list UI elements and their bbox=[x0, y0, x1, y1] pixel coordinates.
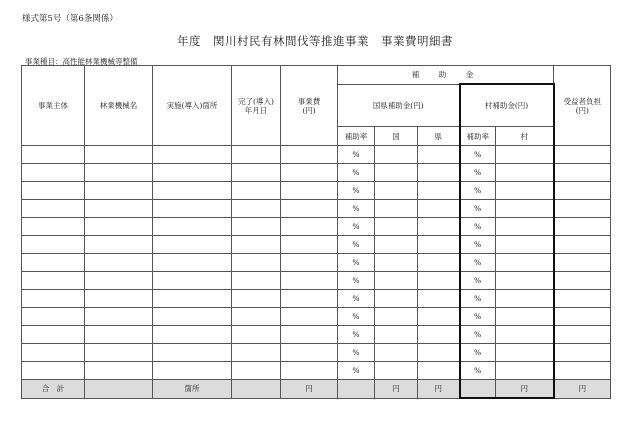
table-row bbox=[22, 254, 611, 272]
cell-prefecture[interactable] bbox=[418, 308, 460, 326]
cell-cost[interactable] bbox=[281, 182, 338, 200]
cell-date[interactable] bbox=[232, 344, 281, 362]
cell-village-rate: % bbox=[460, 254, 496, 272]
cell-national[interactable] bbox=[375, 362, 418, 380]
table-row bbox=[22, 236, 611, 254]
header-location: 実施(導入)箇所 bbox=[153, 66, 232, 146]
cell-national[interactable] bbox=[375, 308, 418, 326]
total-cost-unit: 円 bbox=[281, 380, 338, 399]
cell-prefecture[interactable] bbox=[418, 290, 460, 308]
cell-location[interactable] bbox=[153, 218, 232, 236]
cell-machine[interactable] bbox=[85, 164, 153, 182]
table-row bbox=[22, 326, 611, 344]
cell-location[interactable] bbox=[153, 344, 232, 362]
cell-cost[interactable] bbox=[281, 326, 338, 344]
cell-date[interactable] bbox=[232, 254, 281, 272]
cell-cost[interactable] bbox=[281, 236, 338, 254]
header-completion-date: 完了(導入) 年月日 bbox=[232, 66, 281, 146]
header-project-cost: 事業費 (円) bbox=[281, 66, 338, 146]
header-rate: 補助率 bbox=[338, 127, 375, 146]
cell-machine[interactable] bbox=[85, 200, 153, 218]
cell-village-rate: % bbox=[460, 272, 496, 290]
cell-location[interactable] bbox=[153, 308, 232, 326]
total-machine bbox=[85, 380, 153, 399]
cell-prefecture[interactable] bbox=[418, 200, 460, 218]
cell-date[interactable] bbox=[232, 200, 281, 218]
cell-machine[interactable] bbox=[85, 254, 153, 272]
cell-village[interactable] bbox=[496, 362, 554, 380]
project-category: 事業種目：高性能林業機械等整備 bbox=[25, 57, 138, 66]
cell-date[interactable] bbox=[232, 146, 281, 164]
cell-prefecture[interactable] bbox=[418, 272, 460, 290]
header-subsidy: 補 助 金 bbox=[338, 66, 554, 85]
cell-machine[interactable] bbox=[85, 236, 153, 254]
total-row bbox=[22, 380, 611, 399]
total-village-unit: 円 bbox=[496, 380, 554, 399]
cell-beneficiary[interactable] bbox=[554, 236, 611, 254]
cell-date[interactable] bbox=[232, 290, 281, 308]
cell-village-rate: % bbox=[460, 344, 496, 362]
cell-national[interactable] bbox=[375, 290, 418, 308]
total-rate bbox=[338, 380, 375, 399]
cell-prefecture[interactable] bbox=[418, 218, 460, 236]
header-village: 村 bbox=[496, 127, 554, 146]
cell-national[interactable] bbox=[375, 236, 418, 254]
cell-village-rate: % bbox=[460, 362, 496, 380]
cell-location[interactable] bbox=[153, 272, 232, 290]
table-row bbox=[22, 308, 611, 326]
cell-date[interactable] bbox=[232, 272, 281, 290]
cell-village[interactable] bbox=[496, 254, 554, 272]
table-row bbox=[22, 146, 611, 164]
document-title: 年度 関川村民有林間伐等推進事業 事業費明細書 bbox=[177, 34, 453, 48]
cell-village-rate: % bbox=[460, 146, 496, 164]
cell-village-rate: % bbox=[460, 236, 496, 254]
cell-national-rate: % bbox=[338, 308, 375, 326]
cell-national-rate: % bbox=[338, 182, 375, 200]
cell-date[interactable] bbox=[232, 308, 281, 326]
cell-entity[interactable] bbox=[22, 236, 85, 254]
cell-beneficiary[interactable] bbox=[554, 308, 611, 326]
cell-village-rate: % bbox=[460, 200, 496, 218]
total-prefecture-unit: 円 bbox=[418, 380, 460, 399]
cell-village-rate: % bbox=[460, 290, 496, 308]
cell-village[interactable] bbox=[496, 164, 554, 182]
cell-entity[interactable] bbox=[22, 146, 85, 164]
cell-cost[interactable] bbox=[281, 200, 338, 218]
cell-machine[interactable] bbox=[85, 362, 153, 380]
header-national-pref-subsidy: 国県補助金(円) bbox=[338, 84, 460, 127]
cell-prefecture[interactable] bbox=[418, 236, 460, 254]
cell-village[interactable] bbox=[496, 272, 554, 290]
cell-location[interactable] bbox=[153, 362, 232, 380]
cell-national[interactable] bbox=[375, 326, 418, 344]
cell-national[interactable] bbox=[375, 218, 418, 236]
cell-machine[interactable] bbox=[85, 182, 153, 200]
expense-detail-table bbox=[21, 65, 611, 399]
cell-location[interactable] bbox=[153, 146, 232, 164]
cell-cost[interactable] bbox=[281, 308, 338, 326]
cell-date[interactable] bbox=[232, 182, 281, 200]
cell-national-rate: % bbox=[338, 344, 375, 362]
cell-entity[interactable] bbox=[22, 344, 85, 362]
header-prefecture: 県 bbox=[418, 127, 460, 146]
header-entity: 事業主体 bbox=[22, 66, 85, 146]
cell-machine[interactable] bbox=[85, 344, 153, 362]
table-row bbox=[22, 182, 611, 200]
cell-beneficiary[interactable] bbox=[554, 344, 611, 362]
cell-entity[interactable] bbox=[22, 272, 85, 290]
cell-location[interactable] bbox=[153, 254, 232, 272]
cell-village[interactable] bbox=[496, 146, 554, 164]
cell-location[interactable] bbox=[153, 326, 232, 344]
cell-village[interactable] bbox=[496, 218, 554, 236]
table-row bbox=[22, 200, 611, 218]
cell-national[interactable] bbox=[375, 200, 418, 218]
cell-machine[interactable] bbox=[85, 308, 153, 326]
cell-location[interactable] bbox=[153, 236, 232, 254]
cell-beneficiary[interactable] bbox=[554, 290, 611, 308]
cell-date[interactable] bbox=[232, 236, 281, 254]
table-row bbox=[22, 290, 611, 308]
cell-cost[interactable] bbox=[281, 344, 338, 362]
cell-machine[interactable] bbox=[85, 218, 153, 236]
cell-village[interactable] bbox=[496, 182, 554, 200]
table-row bbox=[22, 218, 611, 236]
total-national-unit: 円 bbox=[375, 380, 418, 399]
cell-location[interactable] bbox=[153, 182, 232, 200]
cell-national-rate: % bbox=[338, 164, 375, 182]
cell-village[interactable] bbox=[496, 344, 554, 362]
cell-prefecture[interactable] bbox=[418, 254, 460, 272]
header-national: 国 bbox=[375, 127, 418, 146]
cell-village-rate: % bbox=[460, 182, 496, 200]
cell-date[interactable] bbox=[232, 326, 281, 344]
cell-national[interactable] bbox=[375, 146, 418, 164]
total-date bbox=[232, 380, 281, 399]
cell-machine[interactable] bbox=[85, 290, 153, 308]
cell-machine[interactable] bbox=[85, 326, 153, 344]
cell-beneficiary[interactable] bbox=[554, 362, 611, 380]
cell-beneficiary[interactable] bbox=[554, 146, 611, 164]
cell-village-rate: % bbox=[460, 326, 496, 344]
cell-village[interactable] bbox=[496, 290, 554, 308]
cell-entity[interactable] bbox=[22, 290, 85, 308]
cell-prefecture[interactable] bbox=[418, 326, 460, 344]
total-village-rate bbox=[460, 380, 496, 399]
cell-date[interactable] bbox=[232, 164, 281, 182]
cell-cost[interactable] bbox=[281, 218, 338, 236]
header-beneficiary-burden: 受益者負担 (円) bbox=[554, 66, 611, 146]
header-village-subsidy: 村補助金(円) bbox=[460, 84, 554, 127]
cell-national-rate: % bbox=[338, 200, 375, 218]
cell-cost[interactable] bbox=[281, 290, 338, 308]
cell-national-rate: % bbox=[338, 326, 375, 344]
cell-national[interactable] bbox=[375, 272, 418, 290]
cell-village[interactable] bbox=[496, 236, 554, 254]
cell-national-rate: % bbox=[338, 272, 375, 290]
cell-date[interactable] bbox=[232, 218, 281, 236]
cell-cost[interactable] bbox=[281, 362, 338, 380]
cell-national[interactable] bbox=[375, 164, 418, 182]
cell-beneficiary[interactable] bbox=[554, 254, 611, 272]
table-row bbox=[22, 272, 611, 290]
cell-village[interactable] bbox=[496, 308, 554, 326]
cell-national[interactable] bbox=[375, 344, 418, 362]
cell-village-rate: % bbox=[460, 308, 496, 326]
cell-prefecture[interactable] bbox=[418, 146, 460, 164]
cell-entity[interactable] bbox=[22, 182, 85, 200]
table-row bbox=[22, 344, 611, 362]
header-village-rate: 補助率 bbox=[460, 127, 496, 146]
cell-prefecture[interactable] bbox=[418, 164, 460, 182]
cell-beneficiary[interactable] bbox=[554, 164, 611, 182]
table-row bbox=[22, 362, 611, 380]
cell-entity[interactable] bbox=[22, 218, 85, 236]
cell-entity[interactable] bbox=[22, 200, 85, 218]
cell-beneficiary[interactable] bbox=[554, 182, 611, 200]
cell-entity[interactable] bbox=[22, 362, 85, 380]
total-beneficiary-unit: 円 bbox=[554, 380, 611, 399]
total-label: 合 計 bbox=[22, 380, 85, 399]
cell-entity[interactable] bbox=[22, 308, 85, 326]
cell-date[interactable] bbox=[232, 362, 281, 380]
cell-national-rate: % bbox=[338, 236, 375, 254]
cell-beneficiary[interactable] bbox=[554, 218, 611, 236]
cell-national-rate: % bbox=[338, 218, 375, 236]
cell-national-rate: % bbox=[338, 146, 375, 164]
cell-location[interactable] bbox=[153, 200, 232, 218]
table-row bbox=[22, 164, 611, 182]
cell-village[interactable] bbox=[496, 326, 554, 344]
cell-location[interactable] bbox=[153, 164, 232, 182]
cell-cost[interactable] bbox=[281, 146, 338, 164]
cell-entity[interactable] bbox=[22, 164, 85, 182]
total-location-unit: 箇所 bbox=[153, 380, 232, 399]
cell-location[interactable] bbox=[153, 290, 232, 308]
header-machine-name: 林業機械名 bbox=[85, 66, 153, 146]
cell-village-rate: % bbox=[460, 164, 496, 182]
cell-prefecture[interactable] bbox=[418, 182, 460, 200]
cell-machine[interactable] bbox=[85, 146, 153, 164]
cell-national-rate: % bbox=[338, 254, 375, 272]
cell-national-rate: % bbox=[338, 290, 375, 308]
cell-national[interactable] bbox=[375, 254, 418, 272]
form-number: 様式第5号（第6条関係） bbox=[22, 14, 118, 24]
cell-village[interactable] bbox=[496, 200, 554, 218]
cell-cost[interactable] bbox=[281, 272, 338, 290]
cell-cost[interactable] bbox=[281, 164, 338, 182]
cell-beneficiary[interactable] bbox=[554, 326, 611, 344]
cell-prefecture[interactable] bbox=[418, 362, 460, 380]
cell-beneficiary[interactable] bbox=[554, 272, 611, 290]
cell-beneficiary[interactable] bbox=[554, 200, 611, 218]
cell-entity[interactable] bbox=[22, 254, 85, 272]
cell-machine[interactable] bbox=[85, 272, 153, 290]
cell-cost[interactable] bbox=[281, 254, 338, 272]
cell-prefecture[interactable] bbox=[418, 344, 460, 362]
cell-village-rate: % bbox=[460, 218, 496, 236]
cell-national[interactable] bbox=[375, 182, 418, 200]
cell-entity[interactable] bbox=[22, 326, 85, 344]
cell-national-rate: % bbox=[338, 362, 375, 380]
